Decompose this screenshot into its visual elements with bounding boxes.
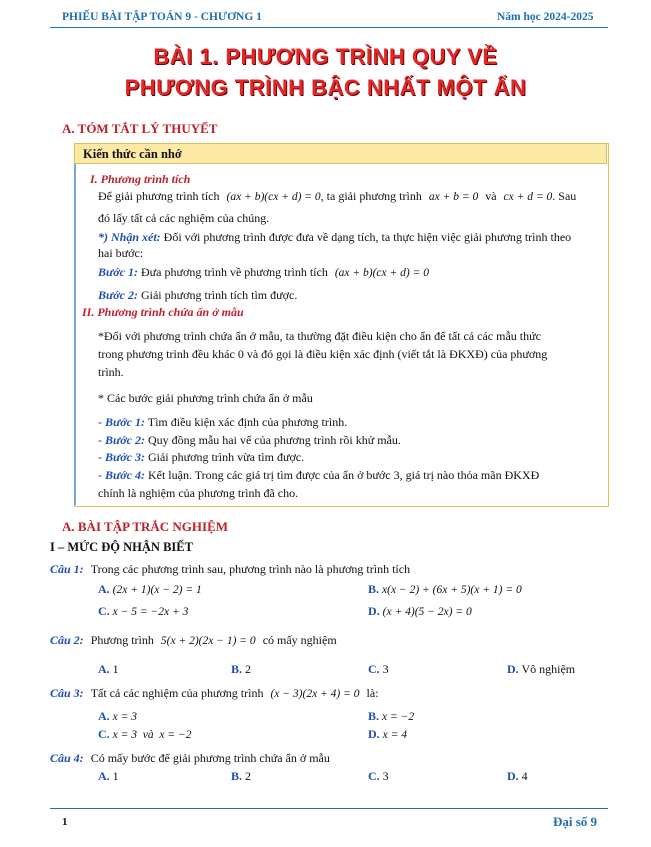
option-key: C. bbox=[368, 769, 380, 783]
fraction-step4 bbox=[98, 468, 539, 483]
option-key: C. bbox=[368, 662, 380, 676]
step-label: - Bước 3: bbox=[98, 450, 145, 464]
option-text: x − 5 = −2x + 3 bbox=[112, 606, 189, 618]
question-1 bbox=[50, 562, 410, 577]
question-text: có mấy nghiệm bbox=[262, 633, 337, 647]
page-title-line2: PHƯƠNG TRÌNH BẬC NHẤT MỘT ẨN bbox=[124, 75, 527, 100]
question-label: Câu 2: bbox=[50, 633, 84, 647]
q4-option-b[interactable] bbox=[231, 769, 251, 784]
option-text: 2 bbox=[245, 662, 252, 676]
fraction-eq-line3: trình. bbox=[98, 365, 124, 379]
product-eq-line2: đó lấy tất cả các nghiệm của chúng. bbox=[98, 211, 270, 225]
option-key: C. bbox=[98, 727, 110, 741]
option-text: x = −2 bbox=[382, 711, 415, 723]
question-label: Câu 1: bbox=[50, 562, 84, 576]
question-text: Tất cả các nghiệm của phương trình bbox=[90, 686, 264, 700]
option-key: A. bbox=[98, 662, 110, 676]
option-text: x(x − 2) + (6x + 5)(x + 1) = 0 bbox=[382, 584, 522, 596]
step-label: - Bước 4: bbox=[98, 468, 145, 482]
fraction-step3 bbox=[98, 450, 304, 465]
question-equation: (x − 3)(2x + 4) = 0 bbox=[270, 688, 360, 700]
header-right: Năm học 2024-2025 bbox=[497, 11, 594, 23]
fraction-steps-intro: * Các bước giải phương trình chứa ẩn ở mẫu bbox=[98, 391, 313, 405]
q1-option-d[interactable] bbox=[368, 604, 472, 619]
question-text: Phương trình bbox=[90, 633, 154, 647]
step-label: - Bước 2: bbox=[98, 433, 145, 447]
option-key: B. bbox=[231, 769, 243, 783]
fraction-step4-cont: chính là nghiệm của phương trình đã cho. bbox=[98, 486, 299, 500]
option-key: D. bbox=[507, 662, 519, 676]
option-key: A. bbox=[98, 582, 110, 596]
question-equation: 5(x + 2)(2x − 1) = 0 bbox=[160, 635, 256, 647]
option-text: x = 3 và x = −2 bbox=[112, 729, 192, 741]
option-text: (x + 4)(5 − 2x) = 0 bbox=[382, 606, 472, 618]
step-text: Quy đồng mẫu hai vế của phương trình rồi khử mẫu. bbox=[147, 433, 401, 447]
section-theory-heading: A. TÓM TẮT LÝ THUYẾT bbox=[62, 121, 218, 136]
question-2 bbox=[50, 633, 337, 648]
q3-option-b[interactable] bbox=[368, 709, 414, 724]
step2-text: Giải phương trình tích tìm được. bbox=[140, 288, 298, 302]
fraction-eq-line1: *Đối với phương trình chứa ẩn ở mẫu, ta thường đặt điều kiện cho ẩn để tất cả các mẫu thức bbox=[98, 329, 541, 343]
note-line2: hai bước: bbox=[98, 246, 144, 260]
step1-label: Bước 1: bbox=[98, 265, 138, 279]
step1-text: Đưa phương trình về phương trình tích bbox=[140, 265, 328, 279]
option-key: D. bbox=[368, 727, 380, 741]
header-rule bbox=[50, 27, 608, 28]
knowledge-box-rule bbox=[74, 164, 76, 505]
section-exercises-heading: A. BÀI TẬP TRẮC NGHIỆM bbox=[62, 519, 229, 534]
product-eq-heading: I. Phương trình tích bbox=[90, 172, 191, 186]
note-text: Đối với phương trình được đưa về dạng tích, ta thực hiện việc giải phương trình theo bbox=[163, 230, 572, 244]
note-label: *) Nhận xét: bbox=[98, 230, 161, 244]
q3-option-d[interactable] bbox=[368, 727, 407, 742]
option-text: (2x + 1)(x − 2) = 1 bbox=[112, 584, 202, 596]
step-text: Tìm điều kiện xác định của phương trình. bbox=[147, 415, 348, 429]
option-text: 1 bbox=[112, 769, 119, 783]
option-text: 1 bbox=[112, 662, 119, 676]
page-number: 1 bbox=[62, 816, 68, 828]
equation: ax + b = 0 bbox=[428, 191, 479, 203]
question-4 bbox=[50, 751, 330, 766]
level-heading: I – MỨC ĐỘ NHẬN BIẾT bbox=[50, 540, 193, 554]
equation: cx + d = 0 bbox=[503, 191, 553, 203]
q4-option-d[interactable] bbox=[507, 769, 528, 784]
q3-option-a[interactable] bbox=[98, 709, 137, 724]
option-text: 2 bbox=[245, 769, 252, 783]
option-text: Vô nghiệm bbox=[521, 662, 576, 676]
fraction-eq-heading: II. Phương trình chứa ẩn ở mẫu bbox=[82, 305, 244, 319]
q2-option-d[interactable] bbox=[507, 662, 575, 677]
equation: (ax + b)(cx + d) = 0 bbox=[226, 191, 321, 203]
product-eq-line1 bbox=[98, 189, 576, 205]
page-title-line1: BÀI 1. PHƯƠNG TRÌNH QUY VỀ bbox=[153, 44, 498, 69]
option-key: A. bbox=[98, 769, 110, 783]
step1-line bbox=[98, 265, 429, 281]
question-label: Câu 4: bbox=[50, 751, 84, 765]
option-text: 3 bbox=[382, 769, 389, 783]
step2-label: Bước 2: bbox=[98, 288, 138, 302]
knowledge-box-title: Kiến thức cần nhớ bbox=[83, 147, 182, 161]
question-label: Câu 3: bbox=[50, 686, 84, 700]
step-text: Giải phương trình vừa tìm được. bbox=[147, 450, 305, 464]
question-3 bbox=[50, 686, 379, 701]
q2-option-c[interactable] bbox=[368, 662, 389, 677]
option-text: x = 3 bbox=[112, 711, 138, 723]
text: , ta giải phương trình bbox=[320, 189, 422, 203]
option-text: x = 4 bbox=[382, 729, 408, 741]
text: và bbox=[485, 189, 497, 203]
q4-option-a[interactable] bbox=[98, 769, 119, 784]
fraction-eq-line2: trong phương trình đều khác 0 và đó gọi là điều kiện xác định (viết tắt là ĐKXĐ) của phương bbox=[98, 347, 548, 361]
note-line1 bbox=[98, 230, 571, 245]
q1-option-a[interactable] bbox=[98, 582, 202, 597]
q1-option-c[interactable] bbox=[98, 604, 188, 619]
step-label: - Bước 1: bbox=[98, 415, 145, 429]
footer-right: Đại số 9 bbox=[553, 814, 598, 829]
option-key: D. bbox=[368, 604, 380, 618]
knowledge-box-header bbox=[74, 143, 607, 164]
option-key: C. bbox=[98, 604, 110, 618]
option-key: B. bbox=[368, 582, 380, 596]
text: . Sau bbox=[552, 189, 577, 203]
footer-rule bbox=[50, 808, 608, 809]
step2-line bbox=[98, 288, 297, 303]
option-key: B. bbox=[368, 709, 380, 723]
q2-option-a[interactable] bbox=[98, 662, 119, 677]
step-text: Kết luận. Trong các giá trị tìm được của ẩn ở bước 3, giá trị nào thỏa mãn ĐKXĐ bbox=[147, 468, 540, 482]
fraction-step2 bbox=[98, 433, 401, 448]
question-text: là: bbox=[366, 686, 379, 700]
option-key: A. bbox=[98, 709, 110, 723]
text: Để giải phương trình tích bbox=[98, 189, 220, 203]
q1-option-b[interactable] bbox=[368, 582, 522, 597]
q4-option-c[interactable] bbox=[368, 769, 389, 784]
option-text: 3 bbox=[382, 662, 389, 676]
header-left: PHIẾU BÀI TẬP TOÁN 9 - CHƯƠNG 1 bbox=[62, 11, 262, 23]
fraction-step1 bbox=[98, 415, 347, 430]
option-text: 4 bbox=[521, 769, 528, 783]
question-text: Có mấy bước để giải phương trình chứa ẩn ở mẫu bbox=[90, 751, 330, 765]
option-key: D. bbox=[507, 769, 519, 783]
q2-option-b[interactable] bbox=[231, 662, 251, 677]
step1-equation: (ax + b)(cx + d) = 0 bbox=[334, 267, 429, 279]
option-key: B. bbox=[231, 662, 243, 676]
question-text: Trong các phương trình sau, phương trình nào là phương trình tích bbox=[90, 562, 411, 576]
q3-option-c[interactable] bbox=[98, 727, 192, 742]
